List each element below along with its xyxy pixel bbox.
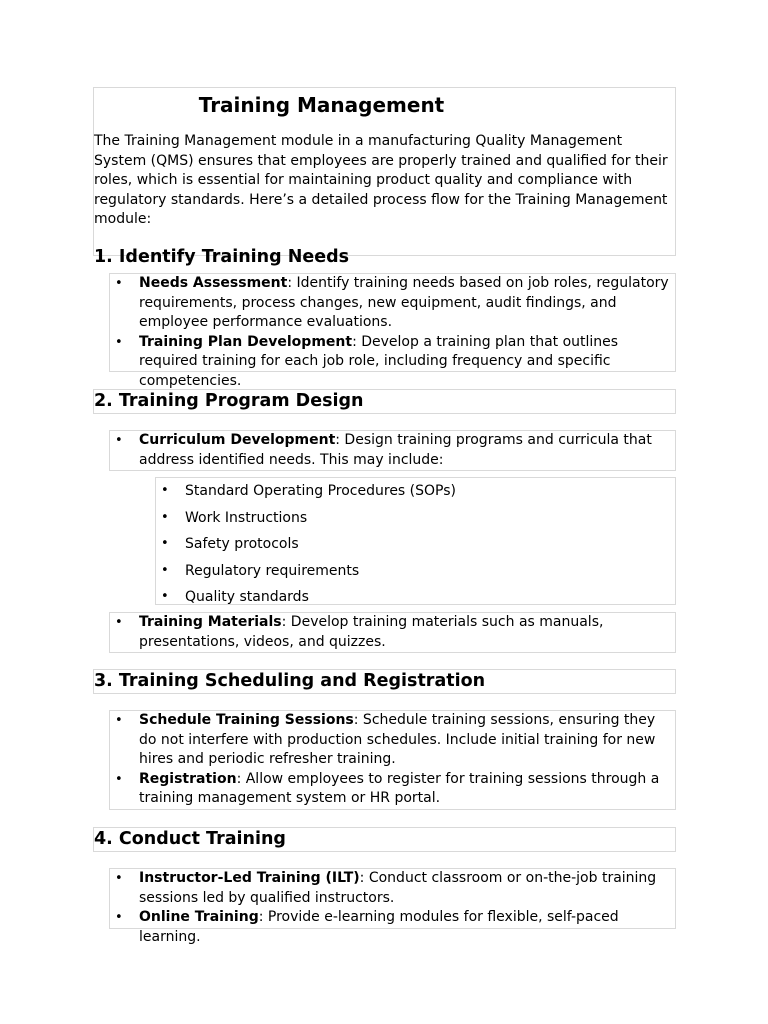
intro-block: [93, 87, 676, 267]
sub-list-item: • Standard Operating Procedures (SOPs): [156, 478, 675, 505]
intro-paragraph: The Training Management module in a manufacturing Quality Management System (QMS) ensures that employees are properly trained and qualified for their roles, which is essential for maintaining product quality and compliance with regulatory standards. Here’s a detailed process flow for the Training Management module:: [94, 133, 668, 228]
list-item-text: : Schedule training sessions, ensuring they do not interfere with production schedules. Include initial training for new hires and periodic refresher training.: [139, 712, 656, 768]
section-2-list-after-box: [109, 612, 676, 653]
section-heading-identify-training-needs: 1. Identify Training Needs: [94, 246, 350, 267]
section-heading-conduct-training: 4. Conduct Training: [94, 829, 286, 849]
list-item-text: : Develop training materials such as manuals, presentations, videos, and quizzes.: [139, 614, 604, 650]
list-item: [110, 274, 675, 333]
sub-list-item: • Quality standards: [156, 584, 675, 611]
list-item: [110, 711, 675, 770]
section-2-heading-box: [93, 389, 676, 414]
section-1-list: [110, 274, 675, 392]
list-item: [110, 908, 675, 947]
sub-list-item: • Regulatory requirements: [156, 558, 675, 585]
list-item-term: Training Materials: [139, 614, 282, 630]
section-4-list-box: [109, 868, 676, 945]
list-item: [110, 613, 675, 652]
list-item-text: : Design training programs and curricula that address identified needs. This may include:: [139, 432, 652, 468]
list-item-text: : Conduct classroom or on-the-job training sessions led by qualified instructors.: [139, 870, 657, 906]
list-item-text: : Allow employees to register for training sessions through a training management system or HR portal.: [139, 770, 660, 807]
section-1-list-box: [109, 273, 676, 389]
sub-list-item: • Safety protocols: [156, 531, 675, 558]
sub-list-item: • Work Instructions: [156, 505, 675, 532]
list-item-text: : Develop a training plan that outlines required training for each job role, including frequency and specific competencies.: [139, 333, 619, 389]
list-item-term: Needs Assessment: [139, 275, 288, 291]
section-2-list-after: [110, 613, 675, 652]
list-item-term: Instructor-Led Training (ILT): [139, 870, 360, 886]
list-item-text: : Identify training needs based on job roles, regulatory requirements, process changes, new equipment, audit findings, and employee performance evaluations.: [139, 275, 669, 331]
section-3-list-box: [109, 710, 676, 810]
list-item-term: Training Plan Development: [139, 333, 353, 350]
page-title: Training Management: [198, 93, 445, 117]
section-2-list-box: [109, 430, 676, 471]
list-item-text: : Provide e-learning modules for flexible, self-paced learning.: [139, 909, 619, 945]
list-item: [110, 431, 675, 470]
section-2-sublist-box: [155, 477, 676, 605]
section-3-list: [110, 711, 675, 809]
section-2-sublist: [156, 478, 675, 611]
list-item: [110, 869, 675, 908]
list-item: [110, 770, 675, 809]
list-item-term: Curriculum Development: [139, 432, 336, 448]
section-heading-training-program-design: 2. Training Program Design: [94, 391, 364, 411]
list-item-term: Online Training: [139, 909, 259, 926]
list-item: [110, 333, 675, 392]
section-heading-training-scheduling: 3. Training Scheduling and Registration: [94, 671, 486, 691]
section-4-heading-box: [93, 827, 676, 852]
list-item-term: Registration: [139, 770, 237, 787]
section-3-heading-box: [93, 669, 676, 694]
section-4-list: [110, 869, 675, 947]
list-item-term: Schedule Training Sessions: [139, 712, 354, 728]
section-2-list: [110, 431, 675, 470]
